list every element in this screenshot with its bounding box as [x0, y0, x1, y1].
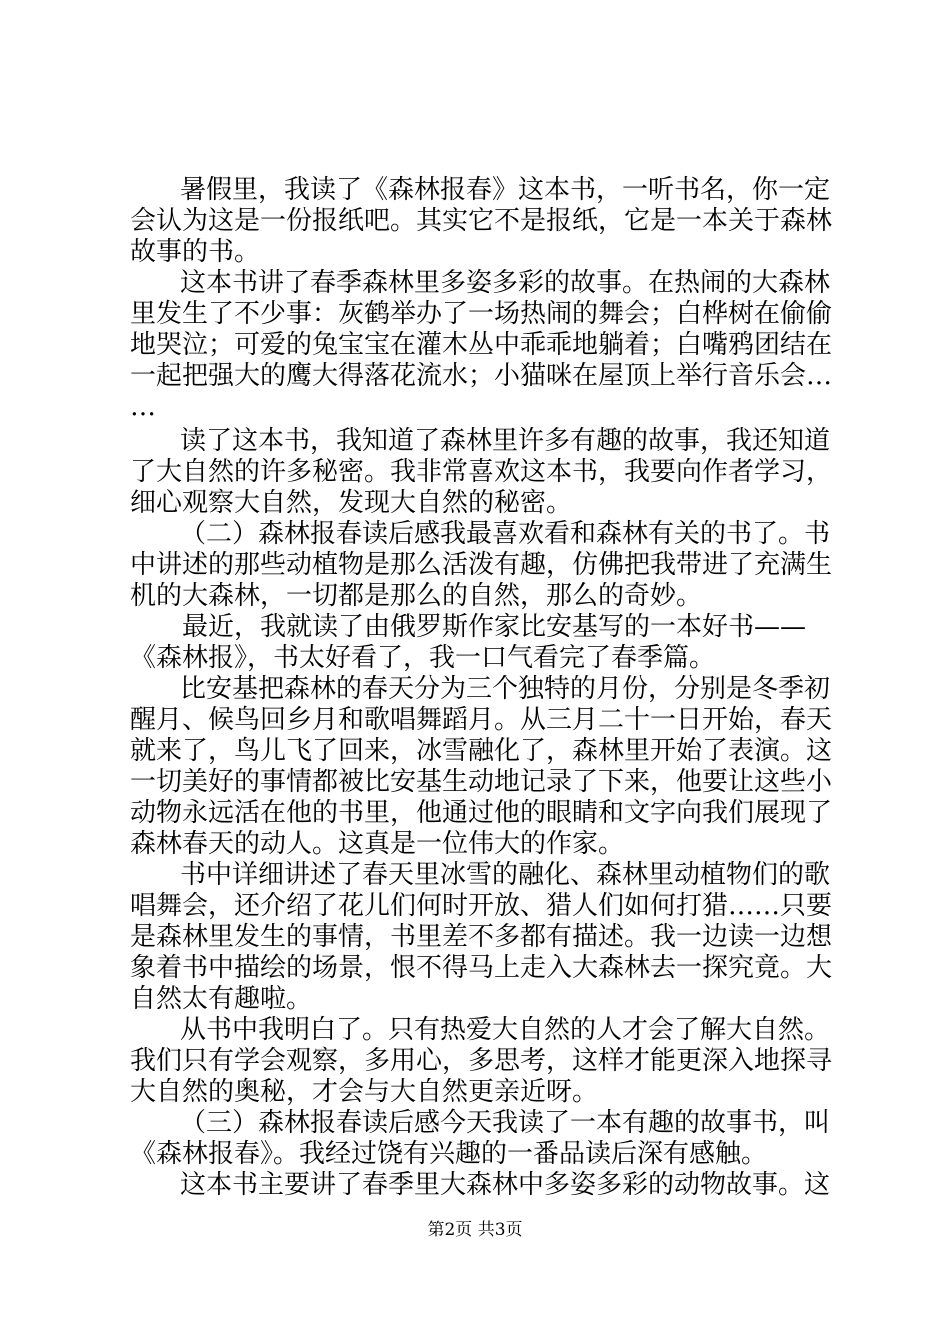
text-line: （二）森林报春读后感我最喜欢看和森林有关的书了。书 [180, 519, 831, 549]
text-line: … [130, 392, 156, 422]
text-line: 这本书主要讲了春季里大森林中多姿多彩的动物故事。这 [180, 1170, 831, 1200]
text-line: 是森林里发生的事情，书里差不多都有描述。我一边读一边想 [130, 922, 833, 952]
page-footer: 第2页 共3页 [427, 1220, 523, 1240]
text-line: 象着书中描绘的场景，恨不得马上走入大森林去一探究竟。大 [130, 953, 833, 983]
text-line: 一切美好的事情都被比安基生动地记录了下来，他要让这些小 [130, 767, 833, 797]
text-line: 从书中我明白了。只有热爱大自然的人才会了解大自然。 [180, 1015, 831, 1045]
text-line: 我们只有学会观察，多用心，多思考，这样才能更深入地探寻 [130, 1046, 833, 1076]
text-line: 最近，我就读了由俄罗斯作家比安基写的一本好书—— [182, 612, 807, 642]
text-line: 暑假里，我读了《森林报春》这本书，一听书名，你一定 [180, 175, 831, 205]
text-line: 大自然的奥秘，才会与大自然更亲近呀。 [130, 1077, 599, 1107]
text-line: 动物永远活在他的书里，他通过他的眼睛和文字向我们展现了 [130, 798, 833, 828]
text-line: 森林春天的动人。这真是一位伟大的作家。 [130, 829, 625, 859]
text-line: 唱舞会，还介绍了花儿们何时开放、猎人们如何打猎……只要 [130, 891, 833, 921]
text-line: 醒月、候鸟回乡月和歌唱舞蹈月。从三月二十一日开始，春天 [130, 705, 833, 735]
text-line: 读了这本书，我知道了森林里许多有趣的故事，我还知道 [180, 426, 831, 456]
text-line: 机的大森林，一切都是那么的自然，那么的奇妙。 [130, 581, 703, 611]
text-line: 细心观察大自然，发现大自然的秘密。 [130, 488, 573, 518]
text-line: 地哭泣；可爱的兔宝宝在灌木丛中乖乖地躺着；白嘴鸦团结在 [130, 330, 833, 360]
text-line: 《森林报春》。我经过饶有兴趣的一番品读后深有感触。 [130, 1139, 768, 1169]
text-line: 一起把强大的鹰大得落花流水；小猫咪在屋顶上举行音乐会… [130, 361, 833, 391]
text-line: 自然太有趣啦。 [130, 984, 313, 1014]
text-line: 这本书讲了春季森林里多姿多彩的故事。在热闹的大森林 [180, 268, 831, 298]
text-line: 了大自然的许多秘密。我非常喜欢这本书，我要向作者学习， [130, 457, 833, 487]
text-line: 中讲述的那些动植物是那么活泼有趣，仿佛把我带进了充满生 [130, 550, 833, 580]
text-line: 里发生了不少事：灰鹤举办了一场热闹的舞会；白桦树在偷偷 [130, 299, 833, 329]
text-line: 就来了，鸟儿飞了回来，冰雪融化了，森林里开始了表演。这 [130, 736, 833, 766]
text-line: 比安基把森林的春天分为三个独特的月份，分别是冬季初 [180, 674, 831, 704]
text-line: （三）森林报春读后感今天我读了一本有趣的故事书，叫 [180, 1108, 831, 1138]
text-line: 会认为这是一份报纸吧。其实它不是报纸，它是一本关于森林 [130, 206, 833, 236]
text-line: 《森林报》，书太好看了，我一口气看完了春季篇。 [130, 643, 716, 673]
text-line: 书中详细讲述了春天里冰雪的融化、森林里动植物们的歌 [180, 860, 831, 890]
text-line: 故事的书。 [130, 237, 261, 267]
